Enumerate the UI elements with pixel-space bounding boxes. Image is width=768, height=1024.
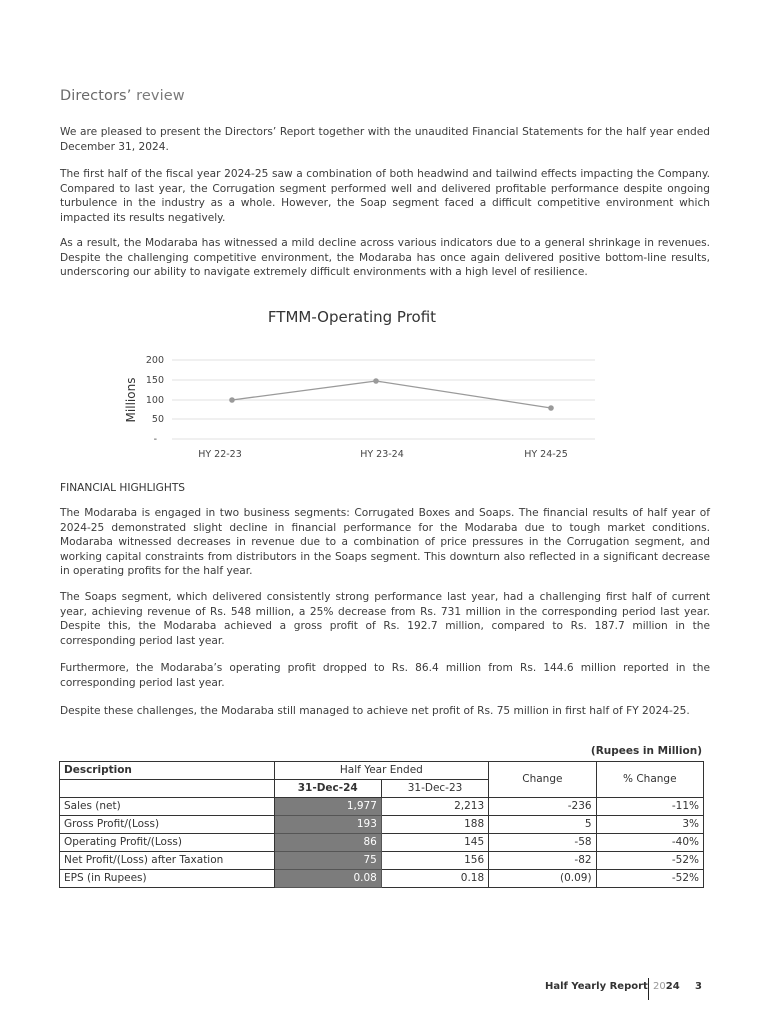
chart-title: FTMM-Operating Profit bbox=[267, 308, 437, 326]
highlights-paragraph-2: The Soaps segment, which delivered consistently strong performance last year, had a challenging first half of current year, achieving revenue of Rs. 548 million, a 25% decrease from Rs. 731 million in the corresponding period last year. Despite this, the Modaraba achieved a gross profit of Rs. 192.7 million, compared to Rs. 187.7 million in the corresponding period last year. bbox=[60, 591, 710, 647]
row-previous: 156 bbox=[381, 852, 488, 870]
row-previous: 0.18 bbox=[381, 870, 488, 888]
data-point-hy-24-25 bbox=[548, 405, 554, 411]
intro-paragraph-1: We are pleased to present the Directors’ Report together with the unaudited Financial Statements for the half year ended December 31, 2024. bbox=[60, 126, 710, 153]
row-change: 5 bbox=[489, 816, 596, 834]
report-year bbox=[653, 981, 680, 992]
row-current: 75 bbox=[274, 852, 381, 870]
xtick-hy-24-25: HY 24-25 bbox=[524, 449, 568, 460]
row-change: -236 bbox=[489, 798, 596, 816]
header-previous-period: 31-Dec-23 bbox=[381, 780, 488, 798]
row-label: Net Profit/(Loss) after Taxation bbox=[60, 852, 275, 870]
year-light: 20 bbox=[653, 981, 666, 992]
line-chart-svg bbox=[110, 300, 610, 470]
report-name: Half Yearly Report bbox=[545, 981, 648, 992]
data-point-hy-22-23 bbox=[229, 397, 235, 403]
y-axis-label: Millions bbox=[124, 377, 138, 423]
ytick-200: 200 bbox=[145, 355, 164, 366]
highlights-paragraph-3: Furthermore, the Modaraba’s operating profit dropped to Rs. 86.4 million from Rs. 144.6 million reported in the corresponding period last year. bbox=[60, 662, 710, 689]
ytick-0: - bbox=[153, 434, 157, 445]
row-change: -82 bbox=[489, 852, 596, 870]
table-row bbox=[60, 870, 704, 888]
xtick-hy-23-24: HY 23-24 bbox=[360, 449, 404, 460]
header-empty bbox=[60, 780, 275, 798]
row-current: 193 bbox=[274, 816, 381, 834]
financial-highlights-heading: FINANCIAL HIGHLIGHTS bbox=[60, 482, 186, 494]
highlights-paragraph-1: The Modaraba is engaged in two business segments: Corrugated Boxes and Soaps. The financial results of half year of 2024-25 demonstrated slight decline in financial performance for the Modaraba due to tough market conditions. Modaraba witnessed decreases in revenue due to a combination of price pressures in the Corrugation segment, and working capital constraints from distributors in the Soaps segment. This downturn also reflected in a significant decrease in operating profits for the half year. bbox=[60, 507, 710, 578]
header-change: Change bbox=[489, 762, 596, 798]
row-pct-change: -11% bbox=[596, 798, 703, 816]
row-pct-change: 3% bbox=[596, 816, 703, 834]
row-pct-change: -52% bbox=[596, 870, 703, 888]
intro-paragraph-2: The first half of the fiscal year 2024-25 saw a combination of both headwind and tailwind effects impacting the Company. Compared to last year, the Corrugation segment performed well and delivered profitable performance despite ongoing turbulence in the industry as a whole. However, the Soap segment faced a difficult competitive environment which impacted its results negatively. bbox=[60, 168, 710, 224]
intro-paragraph-3: As a result, the Modaraba has witnessed a mild decline across various indicators due to a general shrinkage in revenues. Despite the challenging competitive environment, the Modaraba has once again delivered positive bottom-line results, underscoring our ability to navigate extremely difficult environments with a high level of resilience. bbox=[60, 237, 710, 279]
x-axis-ticks bbox=[198, 449, 568, 460]
footer-divider bbox=[648, 978, 649, 1000]
header-description: Description bbox=[60, 762, 275, 780]
header-half-year-ended: Half Year Ended bbox=[274, 762, 489, 780]
page-number: 3 bbox=[695, 981, 702, 992]
operating-profit-chart bbox=[110, 300, 610, 470]
row-previous: 2,213 bbox=[381, 798, 488, 816]
row-current: 0.08 bbox=[274, 870, 381, 888]
row-pct-change: -40% bbox=[596, 834, 703, 852]
table-row bbox=[60, 816, 704, 834]
row-label: Gross Profit/(Loss) bbox=[60, 816, 275, 834]
table-row bbox=[60, 798, 704, 816]
row-current: 1,977 bbox=[274, 798, 381, 816]
table-header-row bbox=[60, 762, 704, 780]
row-previous: 145 bbox=[381, 834, 488, 852]
row-current: 86 bbox=[274, 834, 381, 852]
header-pct-change: % Change bbox=[596, 762, 703, 798]
row-label: EPS (in Rupees) bbox=[60, 870, 275, 888]
ytick-150: 150 bbox=[145, 375, 164, 386]
row-label: Sales (net) bbox=[60, 798, 275, 816]
highlights-paragraph-4: Despite these challenges, the Modaraba still managed to achieve net profit of Rs. 75 million in first half of FY 2024-25. bbox=[60, 705, 690, 717]
data-point-hy-23-24 bbox=[373, 378, 379, 384]
financial-results-table bbox=[59, 761, 704, 888]
title-bold: Directors’ bbox=[60, 88, 132, 104]
page-title bbox=[60, 88, 185, 104]
row-pct-change: -52% bbox=[596, 852, 703, 870]
ytick-100: 100 bbox=[145, 395, 164, 406]
units-label: (Rupees in Million) bbox=[590, 745, 702, 757]
row-change: -58 bbox=[489, 834, 596, 852]
row-previous: 188 bbox=[381, 816, 488, 834]
row-label: Operating Profit/(Loss) bbox=[60, 834, 275, 852]
ytick-50: 50 bbox=[151, 414, 164, 425]
operating-profit-line bbox=[232, 381, 551, 408]
year-bold: 24 bbox=[665, 981, 680, 992]
row-change: (0.09) bbox=[489, 870, 596, 888]
page-footer bbox=[0, 978, 768, 1000]
table-row bbox=[60, 834, 704, 852]
xtick-hy-22-23: HY 22-23 bbox=[198, 449, 242, 460]
title-rest: review bbox=[131, 88, 185, 104]
header-current-period: 31-Dec-24 bbox=[274, 780, 381, 798]
table-row bbox=[60, 852, 704, 870]
y-axis-ticks bbox=[146, 355, 164, 445]
